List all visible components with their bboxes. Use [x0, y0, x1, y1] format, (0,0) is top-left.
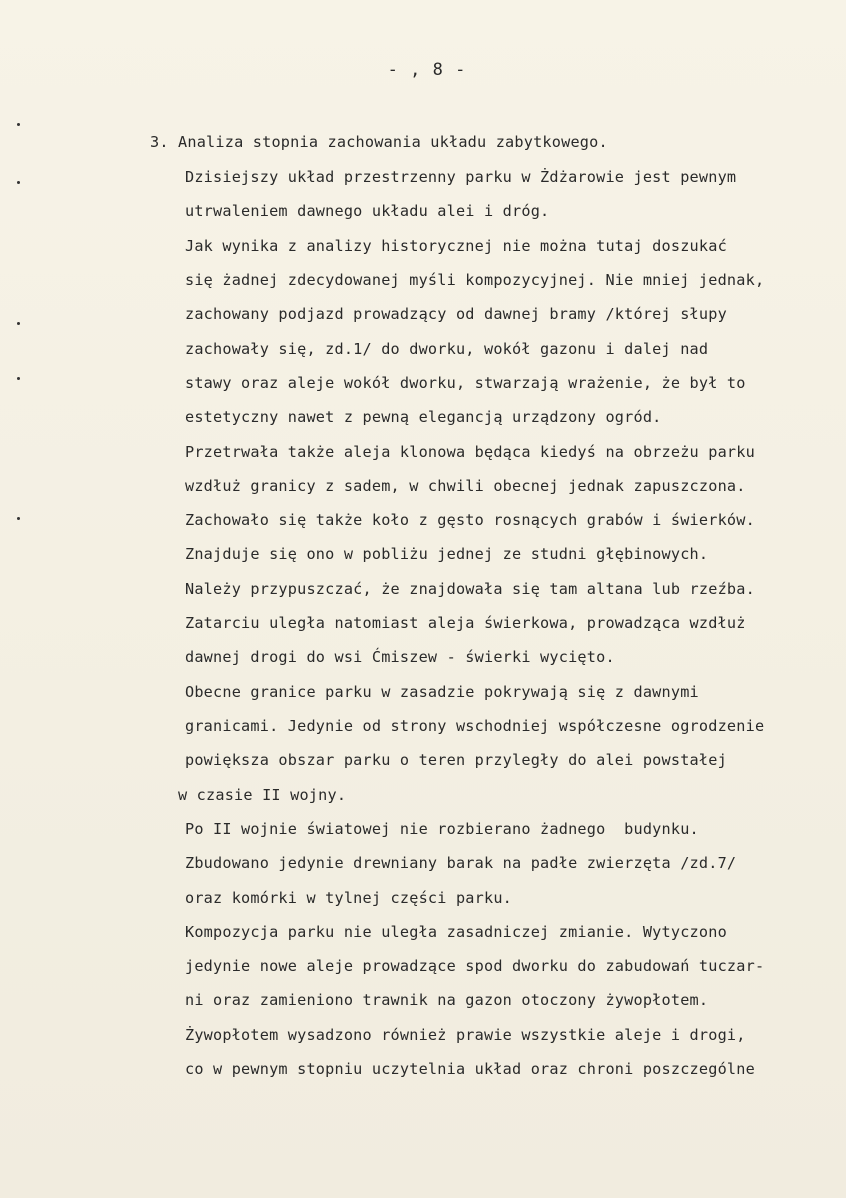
- text-line: co w pewnym stopniu uczytelnia układ oraz chroni poszczególne: [185, 1060, 755, 1078]
- section-heading: 3. Analiza stopnia zachowania układu zabytkowego.: [150, 133, 608, 151]
- text-line: wzdłuż granicy z sadem, w chwili obecnej jednak zapuszczona.: [185, 477, 746, 495]
- text-line: powiększa obszar parku o teren przyległy do alei powstałej: [185, 751, 727, 769]
- text-line: estetyczny nawet z pewną elegancją urządzony ogród.: [185, 408, 662, 426]
- text-line: Zachowało się także koło z gęsto rosnących grabów i świerków.: [185, 511, 755, 529]
- text-line: w czasie II wojny.: [178, 786, 347, 804]
- punch-hole-mark: [17, 517, 20, 520]
- text-line: stawy oraz aleje wokół dworku, stwarzają wrażenie, że był to: [185, 374, 746, 392]
- text-line: dawnej drogi do wsi Ćmiszew - świerki wycięto.: [185, 648, 615, 666]
- text-line: oraz komórki w tylnej części parku.: [185, 889, 513, 907]
- punch-hole-mark: [17, 181, 20, 184]
- text-line: Należy przypuszczać, że znajdowała się tam altana lub rzeźba.: [185, 580, 755, 598]
- text-line: Jak wynika z analizy historycznej nie można tutaj doszukać: [185, 237, 727, 255]
- punch-hole-mark: [17, 377, 20, 380]
- text-line: Dzisiejszy układ przestrzenny parku w Żdżarowie jest pewnym: [185, 168, 737, 186]
- text-line: zachowały się, zd.1/ do dworku, wokół gazonu i dalej nad: [185, 340, 709, 358]
- punch-hole-mark: [17, 123, 20, 126]
- punch-hole-mark: [17, 322, 20, 325]
- text-line: granicami. Jedynie od strony wschodniej współczesne ogrodzenie: [185, 717, 765, 735]
- text-line: utrwaleniem dawnego układu alei i dróg.: [185, 202, 550, 220]
- text-line: Zbudowano jedynie drewniany barak na padłe zwierzęta /zd.7/: [185, 854, 737, 872]
- text-line: Obecne granice parku w zasadzie pokrywają się z dawnymi: [185, 683, 699, 701]
- text-line: się żadnej zdecydowanej myśli kompozycyjnej. Nie mniej jednak,: [185, 271, 765, 289]
- text-line: Przetrwała także aleja klonowa będąca kiedyś na obrzeżu parku: [185, 443, 755, 461]
- text-line: jedynie nowe aleje prowadzące spod dworku do zabudowań tuczar-: [185, 957, 765, 975]
- text-line: Zatarciu uległa natomiast aleja świerkowa, prowadząca wzdłuż: [185, 614, 746, 632]
- text-line: zachowany podjazd prowadzący od dawnej bramy /której słupy: [185, 305, 727, 323]
- text-line: Znajduje się ono w pobliżu jednej ze studni głębinowych.: [185, 545, 709, 563]
- page-number: - , 8 -: [387, 60, 467, 80]
- text-line: Po II wojnie światowej nie rozbierano żadnego budynku.: [185, 820, 699, 838]
- text-line: Kompozycja parku nie uległa zasadniczej zmianie. Wytyczono: [185, 923, 727, 941]
- text-line: ni oraz zamieniono trawnik na gazon otoczony żywopłotem.: [185, 991, 709, 1009]
- text-line: Żywopłotem wysadzono również prawie wszystkie aleje i drogi,: [185, 1026, 746, 1044]
